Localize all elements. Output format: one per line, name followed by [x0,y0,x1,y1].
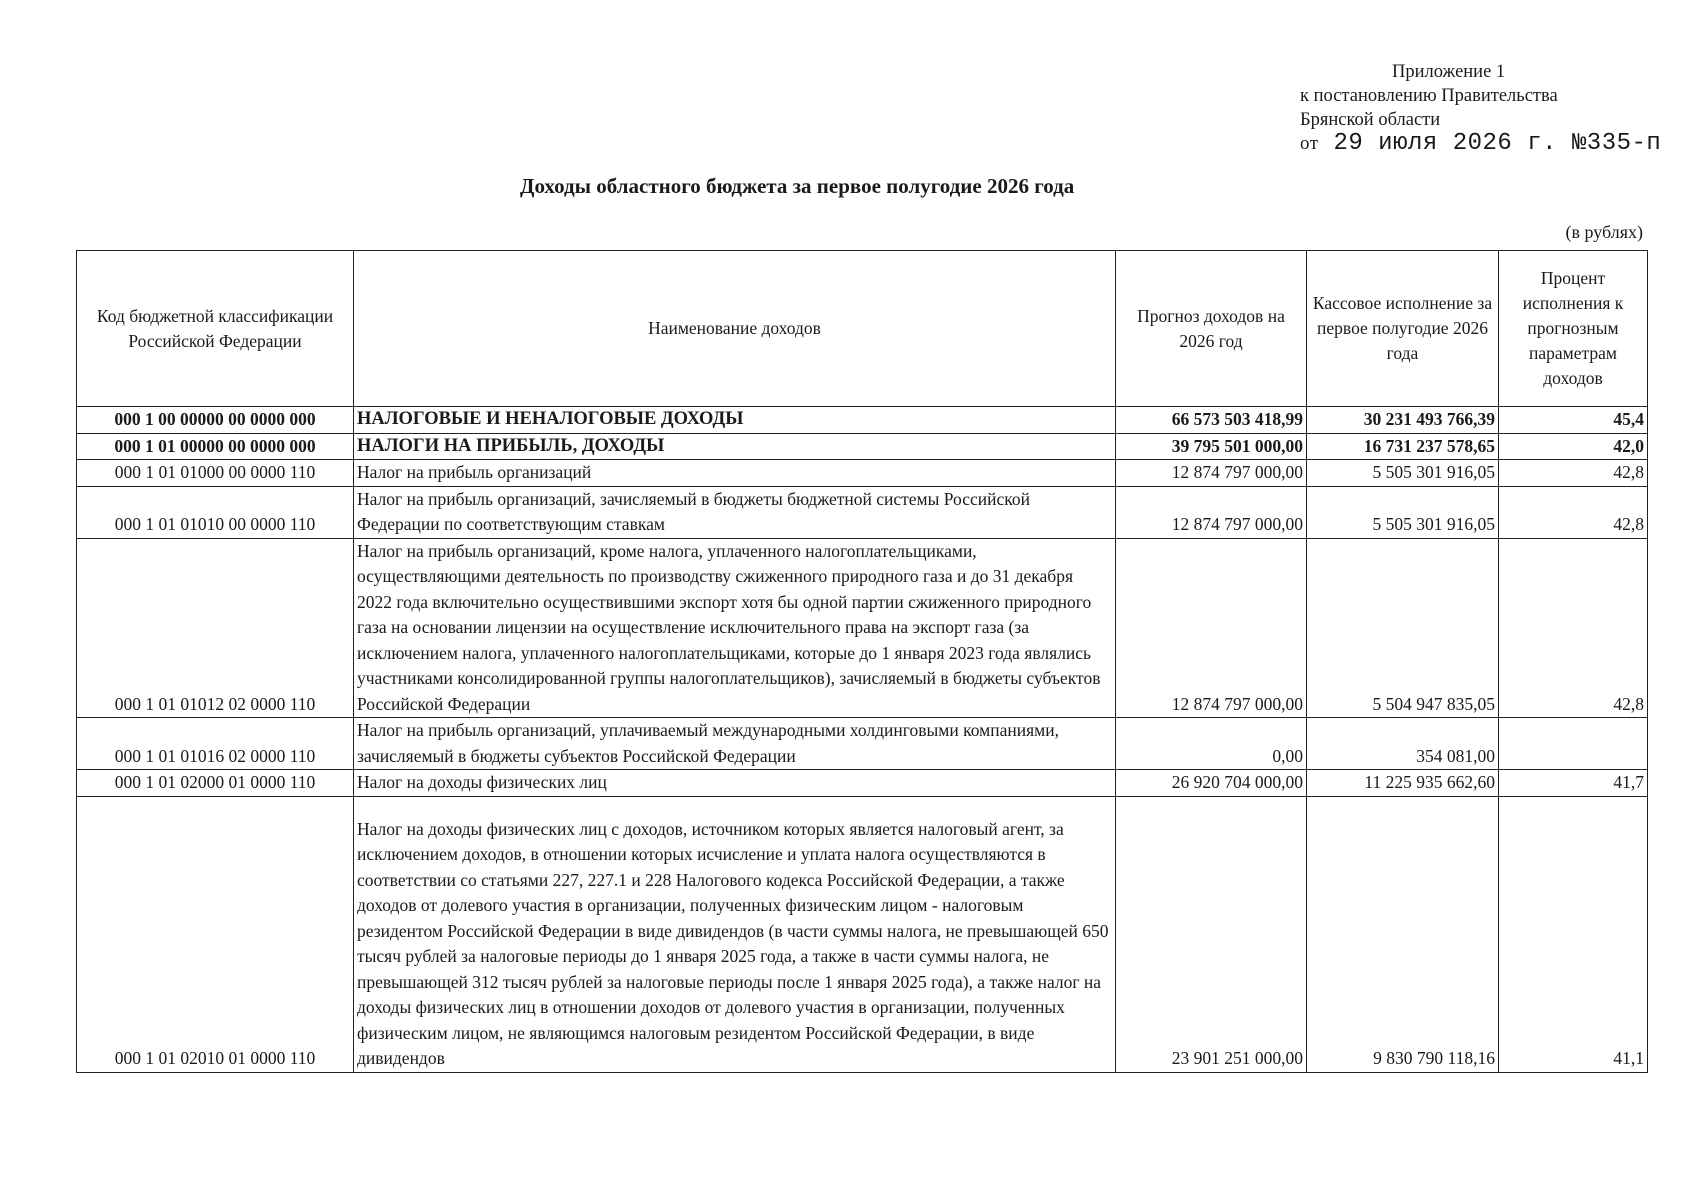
table-row [77,718,1648,770]
row-name: Налог на доходы физических лиц [354,770,1116,797]
row-forecast: 23 901 251 000,00 [1116,796,1307,1072]
row-percent: 42,0 [1499,433,1648,460]
document-title: Доходы областного бюджета за первое полугодие 2026 года [520,174,1075,198]
appendix-title: Приложение 1 [1392,62,1506,82]
row-percent: 42,8 [1499,538,1648,718]
row-forecast: 26 920 704 000,00 [1116,770,1307,797]
row-actual: 5 505 301 916,05 [1307,486,1499,538]
row-percent: 41,1 [1499,796,1648,1072]
row-actual: 16 731 237 578,65 [1307,433,1499,460]
appendix-from-label: от [1300,133,1319,154]
header-percent: Процент исполнения к прогнозным параметрам доходов [1499,251,1648,407]
row-percent: 42,8 [1499,460,1648,487]
row-actual: 354 081,00 [1307,718,1499,770]
row-name: Налог на прибыль организаций [354,460,1116,487]
header-forecast: Прогноз доходов на 2026 год [1116,251,1307,407]
row-forecast: 39 795 501 000,00 [1116,433,1307,460]
row-percent: 42,8 [1499,486,1648,538]
row-actual: 5 504 947 835,05 [1307,538,1499,718]
row-forecast: 66 573 503 418,99 [1116,407,1307,434]
row-code: 000 1 01 01010 00 0000 110 [77,486,354,538]
appendix-date-stamp: 29 июля 2026 г. №335-п [1333,130,1662,157]
row-name: Налог на прибыль организаций, зачисляемый в бюджеты бюджетной системы Российской Федерации по соответствующим ставкам [354,486,1116,538]
row-actual: 11 225 935 662,60 [1307,770,1499,797]
row-percent: 45,4 [1499,407,1648,434]
row-code: 000 1 01 01012 02 0000 110 [77,538,354,718]
header-name: Наименование доходов [354,251,1116,407]
row-forecast: 0,00 [1116,718,1307,770]
table-row [77,770,1648,797]
row-code: 000 1 01 01016 02 0000 110 [77,718,354,770]
appendix-date-number [1300,132,1690,156]
table-row [77,460,1648,487]
table-row [77,433,1648,460]
row-forecast: 12 874 797 000,00 [1116,538,1307,718]
row-code: 000 1 01 02010 01 0000 110 [77,796,354,1072]
income-table [76,250,1648,1073]
row-name: Налог на доходы физических лиц с доходов, источником которых является налоговый агент, за исключением доходов, в отношении которых исчисление и уплата налога осуществляются в соответствии со статьями 227, 227.1 и 228 Налогового кодекса Российской Федерации, а также доходов от долевого участия в организации, полученных физическим лицом - налоговым резидентом Российской Федерации в виде дивидендов (в части суммы налога, не превышающей 650 тысяч рублей за налоговые периоды до 1 января 2025 года, а также в части суммы налога, не превышающей 312 тысяч рублей за налоговые периоды после 1 января 2025 года), а также налог на доходы физических лиц в отношении доходов от долевого участия в организации, полученных физическим лицом, не являющимся налоговым резидентом Российской Федерации, в виде дивидендов [354,796,1116,1072]
appendix-block [1300,60,1690,156]
table-row [77,796,1648,1072]
row-name: НАЛОГОВЫЕ И НЕНАЛОГОВЫЕ ДОХОДЫ [354,407,1116,434]
table-row [77,407,1648,434]
appendix-resolution-line: к постановлению Правительства [1300,86,1558,106]
header-code: Код бюджетной классификации Российской Федерации [77,251,354,407]
row-code: 000 1 00 00000 00 0000 000 [77,407,354,434]
row-percent: 41,7 [1499,770,1648,797]
appendix-region-line: Брянской области [1300,110,1441,130]
row-code: 000 1 01 01000 00 0000 110 [77,460,354,487]
row-name: Налог на прибыль организаций, кроме налога, уплаченного налогоплательщиками, осуществляющими деятельность по производству сжиженного природного газа и до 31 декабря 2022 года включительно осуществившими экспорт хотя бы одной партии сжиженного природного газа на основании лицензии на осуществление исключительного права на экспорт газа (за исключением налога, уплаченного налогоплательщиками, которые до 1 января 2023 года являлись участниками консолидированной группы налогоплательщиков), зачисляемый в бюджеты субъектов Российской Федерации [354,538,1116,718]
row-forecast: 12 874 797 000,00 [1116,486,1307,538]
row-actual: 5 505 301 916,05 [1307,460,1499,487]
row-code: 000 1 01 02000 01 0000 110 [77,770,354,797]
units-label: (в рублях) [1565,222,1643,242]
row-percent [1499,718,1648,770]
table-row [77,538,1648,718]
row-code: 000 1 01 00000 00 0000 000 [77,433,354,460]
table-header-row [77,251,1648,407]
row-actual: 30 231 493 766,39 [1307,407,1499,434]
table-row [77,486,1648,538]
row-actual: 9 830 790 118,16 [1307,796,1499,1072]
row-name: НАЛОГИ НА ПРИБЫЛЬ, ДОХОДЫ [354,433,1116,460]
header-actual: Кассовое исполнение за первое полугодие 2026 года [1307,251,1499,407]
row-name: Налог на прибыль организаций, уплачиваемый международными холдинговыми компаниями, зачисляемый в бюджеты субъектов Российской Федерации [354,718,1116,770]
row-forecast: 12 874 797 000,00 [1116,460,1307,487]
